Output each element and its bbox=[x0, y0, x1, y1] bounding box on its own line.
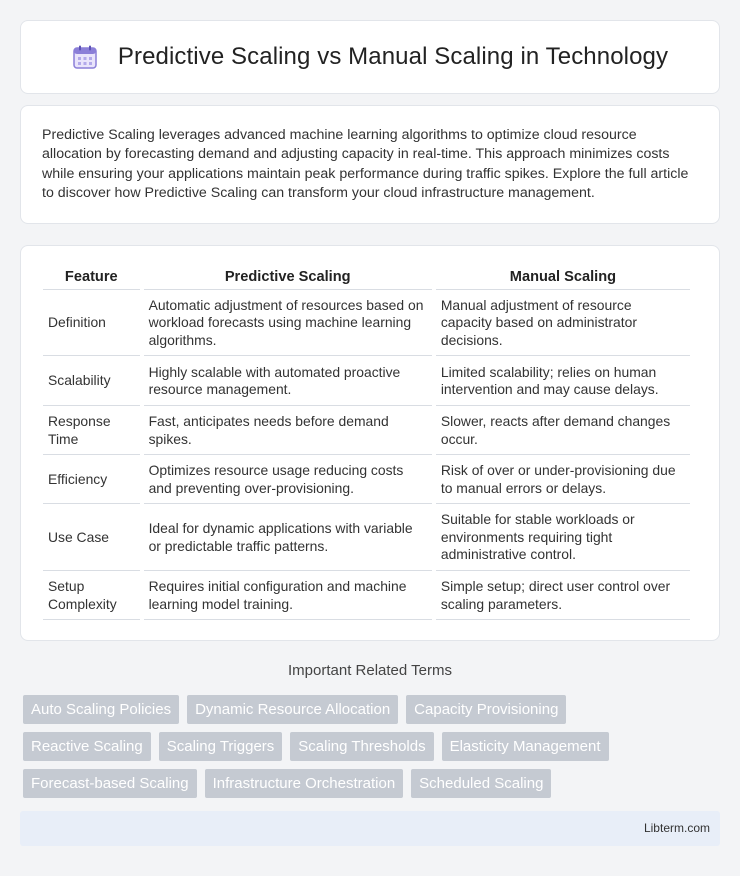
table-row bbox=[43, 571, 690, 620]
cell-predictive: Optimizes resource usage reducing costs and preventing over-provisioning. bbox=[144, 455, 432, 504]
tag-infrastructure-orchestration[interactable]: Infrastructure Orchestration bbox=[205, 769, 404, 798]
cell-feature: Definition bbox=[43, 290, 140, 356]
cell-feature: Response Time bbox=[43, 406, 140, 455]
table-row bbox=[43, 504, 690, 571]
related-terms bbox=[23, 695, 723, 806]
cell-predictive: Requires initial configuration and machine learning model training. bbox=[144, 571, 432, 620]
header-manual: Manual Scaling bbox=[436, 266, 690, 290]
tag-scaling-thresholds[interactable]: Scaling Thresholds bbox=[290, 732, 433, 761]
cell-manual: Manual adjustment of resource capacity based on administrator decisions. bbox=[436, 290, 690, 356]
cell-predictive: Highly scalable with automated proactive resource management. bbox=[144, 356, 432, 406]
cell-feature: Scalability bbox=[43, 356, 140, 406]
footer bbox=[20, 811, 720, 846]
tag-dynamic-resource-allocation[interactable]: Dynamic Resource Allocation bbox=[187, 695, 398, 724]
cell-feature: Efficiency bbox=[43, 455, 140, 504]
header-card bbox=[20, 20, 720, 94]
tag-row bbox=[23, 769, 723, 798]
tag-scaling-triggers[interactable]: Scaling Triggers bbox=[159, 732, 283, 761]
related-terms-title: Important Related Terms bbox=[288, 662, 452, 679]
tag-auto-scaling-policies[interactable]: Auto Scaling Policies bbox=[23, 695, 179, 724]
tag-reactive-scaling[interactable]: Reactive Scaling bbox=[23, 732, 151, 761]
cell-feature: Use Case bbox=[43, 504, 140, 571]
table-row bbox=[43, 455, 690, 504]
table-row bbox=[43, 290, 690, 356]
tag-capacity-provisioning[interactable]: Capacity Provisioning bbox=[406, 695, 566, 724]
cell-predictive: Ideal for dynamic applications with variable or predictable traffic patterns. bbox=[144, 504, 432, 571]
cell-manual: Limited scalability; relies on human intervention and may cause delays. bbox=[436, 356, 690, 406]
cell-feature: Setup Complexity bbox=[43, 571, 140, 620]
calendar-icon bbox=[72, 44, 98, 70]
comparison-table bbox=[39, 266, 694, 620]
cell-manual: Slower, reacts after demand changes occur. bbox=[436, 406, 690, 455]
tag-forecast-based-scaling[interactable]: Forecast-based Scaling bbox=[23, 769, 197, 798]
tag-row bbox=[23, 732, 723, 761]
intro-card bbox=[20, 105, 720, 224]
tag-elasticity-management[interactable]: Elasticity Management bbox=[442, 732, 609, 761]
cell-predictive: Automatic adjustment of resources based on workload forecasts using machine learning algorithms. bbox=[144, 290, 432, 356]
tag-scheduled-scaling[interactable]: Scheduled Scaling bbox=[411, 769, 551, 798]
footer-site-link[interactable]: Libterm.com bbox=[643, 821, 710, 835]
comparison-table-card bbox=[20, 245, 720, 641]
page-title: Predictive Scaling vs Manual Scaling in Technology bbox=[117, 43, 669, 70]
table-row bbox=[43, 356, 690, 406]
table-row bbox=[43, 406, 690, 455]
header-feature: Feature bbox=[43, 266, 140, 290]
tag-row bbox=[23, 695, 723, 724]
header-predictive: Predictive Scaling bbox=[144, 266, 432, 290]
intro-text: Predictive Scaling leverages advanced machine learning algorithms to optimize cloud resource allocation by forecasting demand and adjusting capacity in real-time. This approach minimizes costs while ensuring your applications maintain peak performance during traffic spikes. Explore the full article to discover how Predictive Scaling can transform your cloud infrastructure management. bbox=[42, 127, 689, 202]
cell-manual: Simple setup; direct user control over scaling parameters. bbox=[436, 571, 690, 620]
cell-manual: Suitable for stable workloads or environments requiring tight administrative control. bbox=[436, 504, 690, 571]
cell-predictive: Fast, anticipates needs before demand spikes. bbox=[144, 406, 432, 455]
cell-manual: Risk of over or under-provisioning due to manual errors or delays. bbox=[436, 455, 690, 504]
table-header-row bbox=[43, 266, 690, 290]
